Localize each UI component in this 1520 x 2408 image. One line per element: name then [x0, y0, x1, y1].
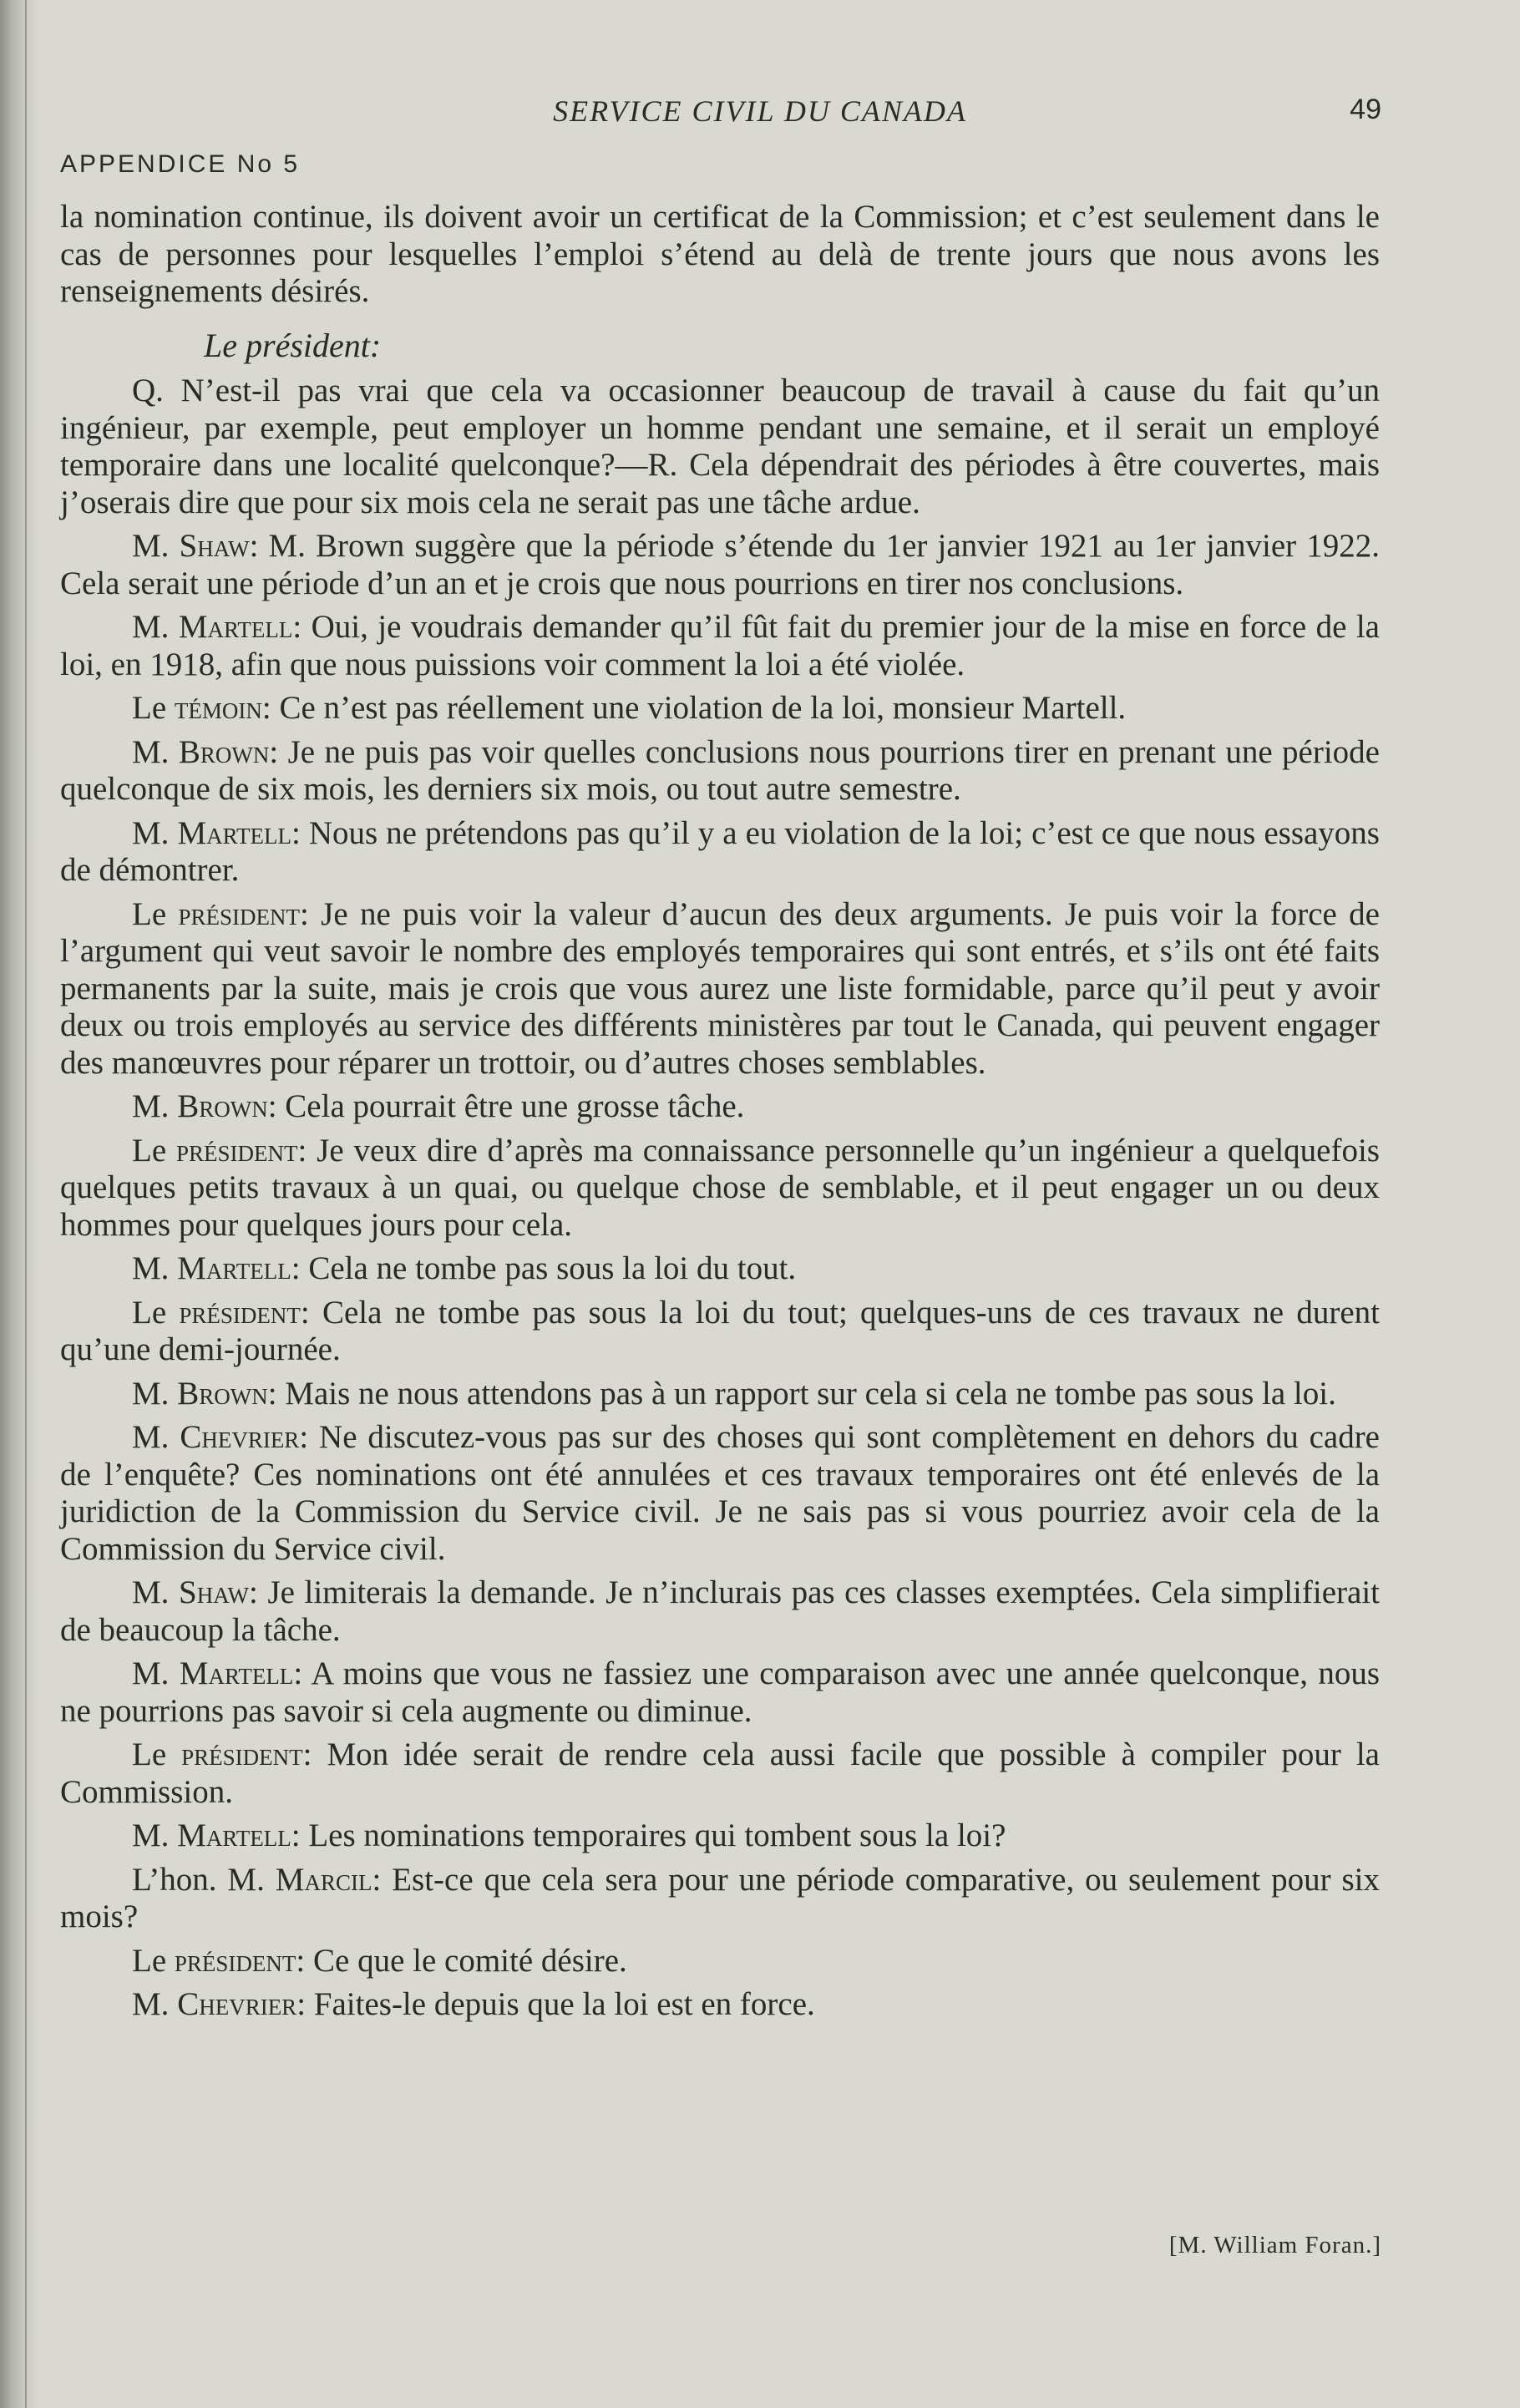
- speaker-prefix: M.: [132, 1375, 178, 1412]
- speaker-prefix: M.: [132, 814, 178, 851]
- speaker-name: témoin: [174, 690, 262, 726]
- exchange-paragraph: [60, 1986, 1380, 2024]
- speaker-name: président: [181, 1736, 303, 1772]
- exchange-paragraph: [60, 734, 1380, 809]
- speech-text: : M. Brown suggère que la période s’étende du 1er janvier 1921 au 1er janvier 1922. Cela serait une période d’un an et je crois que nous pourrions en tirer nos conclusions.: [60, 528, 1380, 601]
- appendix-label: APPENDICE No 5: [60, 150, 301, 178]
- exchange-list: [60, 528, 1380, 2024]
- exchange-paragraph: [60, 1574, 1380, 1649]
- speech-text: : Je ne puis pas voir quelles conclusions nous pourrions tirer en prenant une période quelconque de six mois, les derniers six mois, ou tout autre semestre.: [60, 733, 1380, 807]
- exchange-paragraph: [60, 1655, 1380, 1730]
- speaker-name: président: [174, 1942, 296, 1979]
- speaker-name: Martell: [177, 814, 291, 851]
- exchange-paragraph: [60, 1133, 1380, 1245]
- exchange-paragraph: [60, 1943, 1380, 1980]
- speech-text: : A moins que vous ne fassiez une comparaison avec une année quelconque, nous ne pourrions pas savoir si cela augmente ou diminue.: [60, 1655, 1380, 1729]
- speech-text: : Ce que le comité désire.: [296, 1942, 627, 1979]
- exchange-paragraph: [60, 1862, 1380, 1936]
- speaker-name: Chevrier: [177, 1986, 297, 2022]
- witness-signature: [M. William Foran.]: [1168, 2232, 1381, 2258]
- exchange-paragraph: [60, 1088, 1380, 1126]
- speaker-prefix: Le: [132, 895, 179, 932]
- speech-text: : Je limiterais la demande. Je n’inclurais pas ces classes exemptées. Cela simplifierait de beaucoup la tâche.: [60, 1574, 1380, 1648]
- speaker-name: président: [179, 1294, 301, 1331]
- speaker-prefix: L’hon. M.: [132, 1861, 276, 1898]
- speech-text: : Est-ce que cela sera pour une période comparative, ou seulement pour six mois?: [60, 1861, 1380, 1934]
- speaker-prefix: Le: [132, 1736, 182, 1772]
- speaker-name: président: [178, 895, 300, 932]
- speaker-prefix: M.: [132, 528, 180, 564]
- speech-text: : Mon idée serait de rendre cela aussi facile que possible à compiler pour la Commission.: [60, 1736, 1380, 1810]
- exchange-paragraph: [60, 609, 1380, 683]
- speaker-prefix: M.: [132, 1088, 178, 1124]
- exchange-paragraph: [60, 1376, 1380, 1413]
- speaker-name: Shaw: [179, 1574, 250, 1610]
- speaker-name: Brown: [177, 1088, 268, 1124]
- speaker-name: Martell: [178, 609, 293, 645]
- speaker-name: Martell: [177, 1250, 291, 1286]
- body-text: [60, 199, 1380, 2024]
- speech-text: : Je ne puis voir la valeur d’aucun des deux arguments. Je puis voir la force de l’argument qui veut savoir le nombre des employés temporaires qui sont entrés, et s’ils ont été faits permanents par la suite, mais je crois que vous aurez une liste formidable, parce qu’il peut y avoir deux ou trois employés au service des différents ministères par tout le Canada, qui peuvent engager des manœuvres pour réparer un trottoir, ou d’autres choses semblables.: [60, 895, 1380, 1081]
- exchange-paragraph: [60, 896, 1380, 1082]
- speech-text: : Oui, je voudrais demander qu’il fût fait du premier jour de la mise en force de la loi, en 1918, afin que nous puissions voir comment la loi a été violée.: [60, 609, 1380, 682]
- speaker-name: Marcil: [275, 1861, 372, 1898]
- speaker-prefix: M.: [132, 1419, 180, 1455]
- intro-paragraph: la nomination continue, ils doivent avoir un certificat de la Commission; et c’est seulement dans le cas de personnes pour lesquelles l’emploi s’étend au delà de trente jours que nous avons les renseignements désirés.: [60, 199, 1380, 309]
- speaker-prefix: M.: [132, 733, 179, 770]
- speech-text: : Mais ne nous attendons pas à un rapport sur cela si cela ne tombe pas sous la loi.: [267, 1375, 1336, 1412]
- speaker-name: Brown: [177, 1375, 268, 1412]
- speech-text: : Ne discutez-vous pas sur des choses qui sont complètement en dehors du cadre de l’enquête? Ces nominations ont été annulées et ces travaux temporaires ont été enlevés de la juridiction de la Commission du Service civil. Je ne sais pas si vous pourriez avoir cela de la Commission du Service civil.: [60, 1419, 1380, 1567]
- speaker-prefix: M.: [132, 1817, 178, 1853]
- speaker-name: Martell: [179, 1655, 294, 1691]
- speaker-prefix: M.: [132, 1986, 178, 2022]
- speaker-prefix: Le: [132, 1942, 175, 1979]
- binding-crease: [25, 0, 27, 2408]
- speech-text: : Ce n’est pas réellement une violation de la loi, monsieur Martell.: [261, 690, 1127, 726]
- exchange-paragraph: [60, 690, 1380, 727]
- question-paragraph: Q. N’est-il pas vrai que cela va occasionner beaucoup de travail à cause du fait qu’un ingénieur, par exemple, peut employer un homme pendant une semaine, et il serait un employé temporaire dans une localité quelconque?—R. Cela dépendrait des périodes à être couvertes, mais j’oserais dire que pour six mois cela ne serait pas une tâche ardue.: [60, 373, 1380, 520]
- speaker-name: Shaw: [179, 528, 250, 564]
- exchange-paragraph: [60, 1736, 1380, 1811]
- exchange-paragraph: [60, 1250, 1380, 1288]
- speaker-name: Martell: [177, 1817, 291, 1853]
- speaker-prefix: M.: [132, 1574, 180, 1610]
- speaker-prefix: Le: [132, 1294, 180, 1331]
- speech-text: : Cela ne tombe pas sous la loi du tout; quelques-uns de ces travaux ne durent qu’une demi-journée.: [60, 1294, 1380, 1367]
- speech-text: : Nous ne prétendons pas qu’il y a eu violation de la loi; c’est ce que nous essayons de démontrer.: [60, 814, 1380, 888]
- speech-text: : Je veux dire d’après ma connaissance personnelle qu’un ingénieur a quelquefois quelques petits travaux à un quai, ou quelque chose de semblable, et il peut engager un ou deux hommes pour quelques jours pour cela.: [60, 1132, 1380, 1243]
- speech-text: : Faites-le depuis que la loi est en force.: [296, 1986, 815, 2022]
- exchange-paragraph: [60, 815, 1380, 890]
- exchange-paragraph: [60, 1419, 1380, 1568]
- speaker-name: président: [175, 1132, 298, 1169]
- page-number: 49: [1350, 94, 1381, 125]
- speaker-name: Chevrier: [180, 1419, 300, 1455]
- page-binding-edge: [0, 0, 40, 2408]
- speech-text: : Cela ne tombe pas sous la loi du tout.: [291, 1250, 797, 1286]
- speaker-prefix: Le: [132, 690, 175, 726]
- exchange-paragraph: [60, 528, 1380, 602]
- speech-text: : Cela pourrait être une grosse tâche.: [267, 1088, 745, 1124]
- speech-text: : Les nominations temporaires qui tombent sous la loi?: [291, 1817, 1006, 1853]
- exchange-paragraph: [60, 1295, 1380, 1369]
- speaker-name: Brown: [178, 733, 270, 770]
- speaker-prefix: M.: [132, 609, 179, 645]
- speaker-prefix: M.: [132, 1655, 180, 1691]
- speaker-prefix: M.: [132, 1250, 178, 1286]
- exchange-paragraph: [60, 1817, 1380, 1855]
- speaker-prefix: Le: [132, 1132, 176, 1169]
- section-heading: Le président:: [204, 326, 382, 364]
- running-title: SERVICE CIVIL DU CANADA: [553, 94, 967, 128]
